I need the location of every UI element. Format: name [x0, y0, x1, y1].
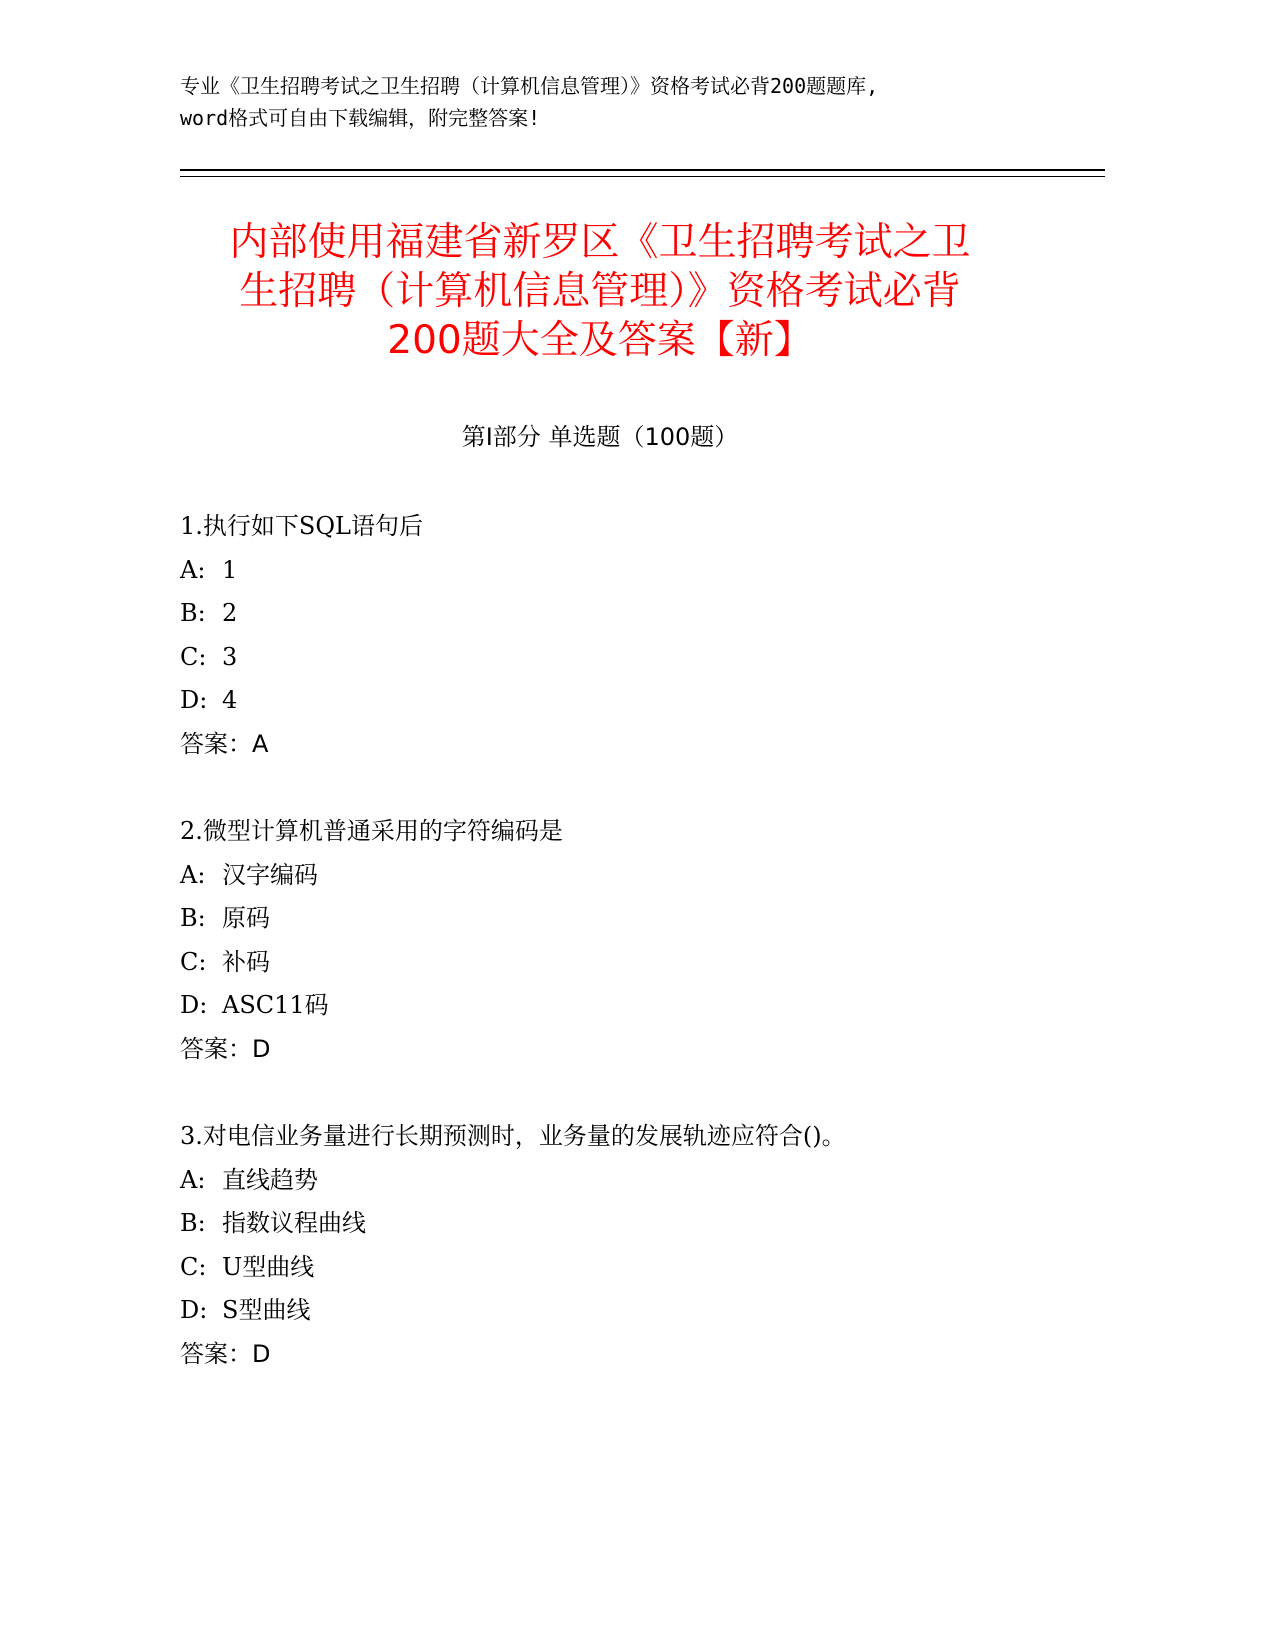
option-a — [180, 1159, 1100, 1203]
option-d — [180, 679, 1100, 723]
option-prefix: B: — [180, 1209, 206, 1237]
option-prefix: A: — [180, 1165, 206, 1194]
option-text: 1 — [222, 555, 238, 584]
document-title — [160, 218, 1040, 365]
option-d — [180, 984, 1100, 1028]
option-prefix: A: — [180, 860, 206, 889]
option-text: 原码 — [222, 904, 270, 932]
option-b — [180, 897, 1100, 941]
option-text: 直线趋势 — [222, 1165, 318, 1194]
option-prefix: C: — [180, 642, 207, 671]
header-divider-thick — [180, 169, 1105, 171]
option-prefix: D: — [180, 991, 208, 1019]
section-title: 第Ⅰ部分 单选题（100题） — [461, 423, 739, 451]
option-prefix: A: — [180, 555, 206, 584]
question-stem: 2.微型计算机普通采用的字符编码是 — [180, 817, 563, 845]
option-text: 3 — [222, 642, 238, 671]
title-line-1: 内部使用福建省新罗区《卫生招聘考试之卫 — [229, 220, 971, 265]
option-text: 4 — [222, 686, 238, 714]
title-line-3: 200题大全及答案【新】 — [387, 318, 813, 363]
option-text: S型曲线 — [222, 1296, 311, 1324]
option-c — [180, 941, 1100, 985]
option-text: 指数议程曲线 — [222, 1209, 366, 1237]
option-prefix: C: — [180, 947, 207, 976]
option-c — [180, 636, 1100, 680]
option-d — [180, 1289, 1100, 1333]
option-b — [180, 592, 1100, 636]
option-text: U型曲线 — [222, 1252, 315, 1281]
question-1 — [180, 505, 1100, 766]
option-c — [180, 1246, 1100, 1290]
header-note-line-2: word格式可自由下载编辑，附完整答案! — [180, 106, 541, 130]
option-prefix: D: — [180, 1296, 208, 1324]
option-a — [180, 549, 1100, 593]
question-3 — [180, 1115, 1100, 1376]
title-line-2: 生招聘（计算机信息管理）》资格考试必背 — [239, 269, 961, 314]
question-2 — [180, 810, 1100, 1071]
option-prefix: D: — [180, 686, 208, 714]
header-divider-thin — [180, 176, 1105, 177]
option-prefix: C: — [180, 1252, 207, 1281]
answer-line: 答案：D — [180, 1339, 271, 1368]
option-text: ASC11码 — [222, 991, 329, 1019]
option-prefix: B: — [180, 599, 206, 627]
question-stem: 1.执行如下SQL语句后 — [180, 512, 423, 540]
answer-line: 答案：A — [180, 729, 269, 758]
question-list — [180, 505, 1100, 1420]
option-text: 汉字编码 — [222, 860, 318, 889]
option-a — [180, 854, 1100, 898]
option-prefix: B: — [180, 904, 206, 932]
header-note-line-1: 专业《卫生招聘考试之卫生招聘（计算机信息管理）》资格考试必背200题题库, — [180, 74, 879, 98]
answer-line: 答案：D — [180, 1034, 271, 1063]
question-stem: 3.对电信业务量进行长期预测时，业务量的发展轨迹应符合()。 — [180, 1122, 846, 1150]
option-b — [180, 1202, 1100, 1246]
option-text: 补码 — [222, 947, 270, 976]
option-text: 2 — [222, 599, 238, 627]
header-note — [180, 70, 1080, 134]
